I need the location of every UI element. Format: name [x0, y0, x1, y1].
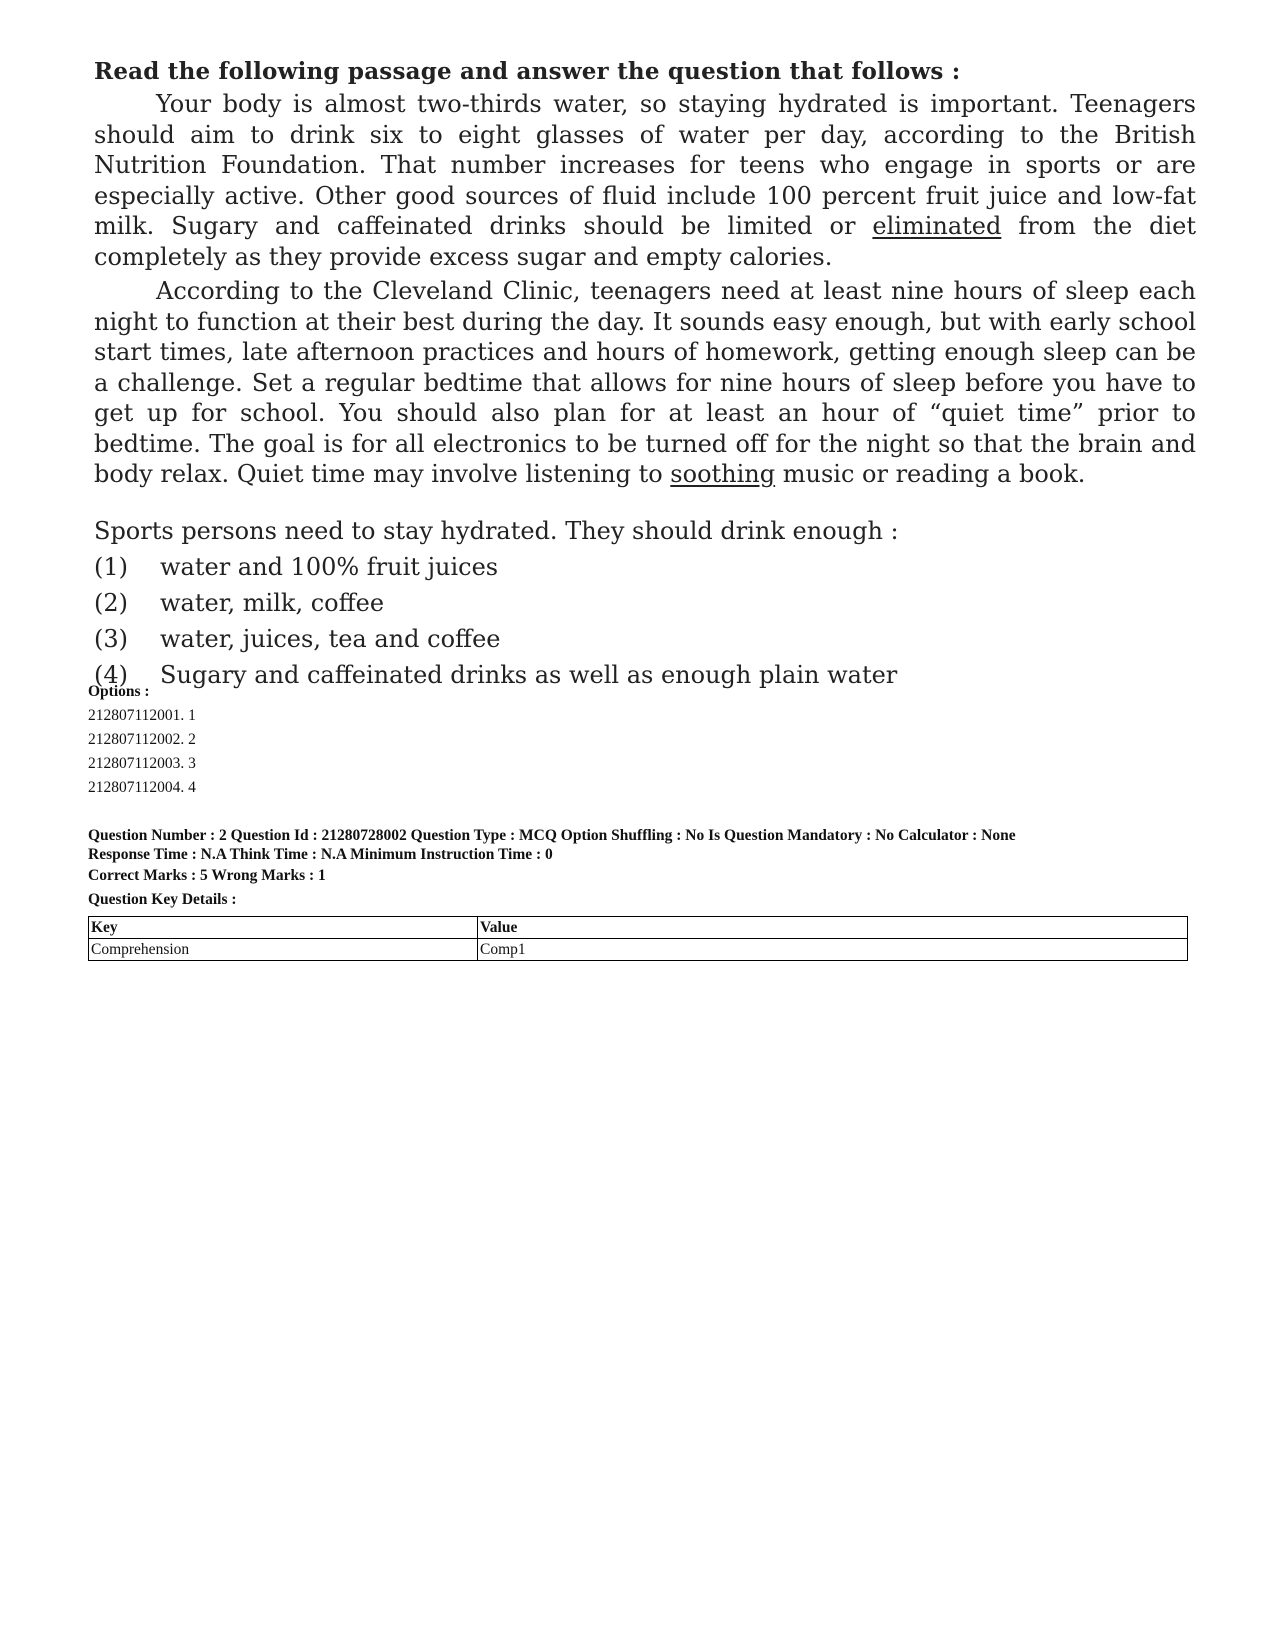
choice-text: Sugary and caffeinated drinks as well as enough plain water: [160, 660, 898, 689]
choice-text: water and 100% fruit juices: [160, 552, 499, 581]
para1-underlined-word: eliminated: [872, 212, 1002, 240]
option-id-3: 212807112003. 3: [88, 755, 196, 772]
choice-number: (2): [94, 588, 128, 617]
question-metadata: [88, 680, 1198, 961]
choice-text: water, milk, coffee: [160, 588, 385, 617]
question-info-line: Question Number : 2 Question Id : 21280728002 Question Type : MCQ Option Shuffling : No Is Question Mandatory : No Calculator : None: [88, 827, 1016, 844]
para2-underlined-word: soothing: [670, 460, 776, 488]
choice-3: [94, 621, 1196, 657]
para2-text-a: According to the Cleveland Clinic, teenagers need at least nine hours of sleep each night to function at their best during the day. It sounds easy enough, but with early school start times, late afternoon practices and hours of homework, getting enough sleep can be a challenge. Set a regular bedtime that allows for nine hours of sleep before you have to get up for school. You should also plan for at least an hour of “quiet time” prior to bedtime. The goal is for all electronics to be turned off for the night so that the brain and body relax. Quiet time may involve listening to: [94, 277, 1196, 488]
table-row: [89, 939, 1188, 961]
table-header-row: [89, 917, 1188, 939]
passage-paragraph-1: [94, 89, 1196, 272]
timing-info-line: Response Time : N.A Think Time : N.A Minimum Instruction Time : 0: [88, 846, 553, 863]
key-details-label: Question Key Details :: [88, 891, 237, 908]
question-stem: Sports persons need to stay hydrated. They should drink enough :: [94, 516, 899, 545]
choice-text: water, juices, tea and coffee: [160, 624, 501, 653]
choice-2: [94, 585, 1196, 621]
para1-text-b: from the diet completely as they provide excess sugar and empty calories.: [94, 212, 1197, 271]
para2-text-b: music or reading a book.: [775, 460, 1086, 488]
option-id-4: 212807112004. 4: [88, 779, 196, 796]
passage-heading: Read the following passage and answer the question that follows :: [94, 58, 961, 85]
choice-1: [94, 549, 1196, 585]
passage-paragraph-2: [94, 276, 1196, 490]
option-id-2: 212807112002. 2: [88, 731, 196, 748]
table-cell-key: Comprehension: [89, 939, 478, 961]
table-cell-value: Comp1: [478, 939, 1188, 961]
para1-text-a: Your body is almost two-thirds water, so staying hydrated is important. Teenagers should aim to drink six to eight glasses of water per day, according to the British Nutrition Foundation. That number increases for teens who engage in sports or are especially active. Other good sources of fluid include 100 percent fruit juice and low-fat milk. Sugary and caffeinated drinks should be limited or: [94, 90, 1196, 240]
marks-line: Correct Marks : 5 Wrong Marks : 1: [88, 867, 326, 884]
choice-number: (3): [94, 624, 128, 653]
choice-number: (4): [94, 660, 128, 689]
option-id-1: 212807112001. 1: [88, 707, 196, 724]
choice-number: (1): [94, 552, 128, 581]
table-header-key: Key: [89, 917, 478, 939]
passage-image-block: [94, 58, 1196, 693]
key-details-table: [88, 916, 1188, 961]
options-label: Options :: [88, 683, 150, 700]
table-header-value: Value: [478, 917, 1188, 939]
